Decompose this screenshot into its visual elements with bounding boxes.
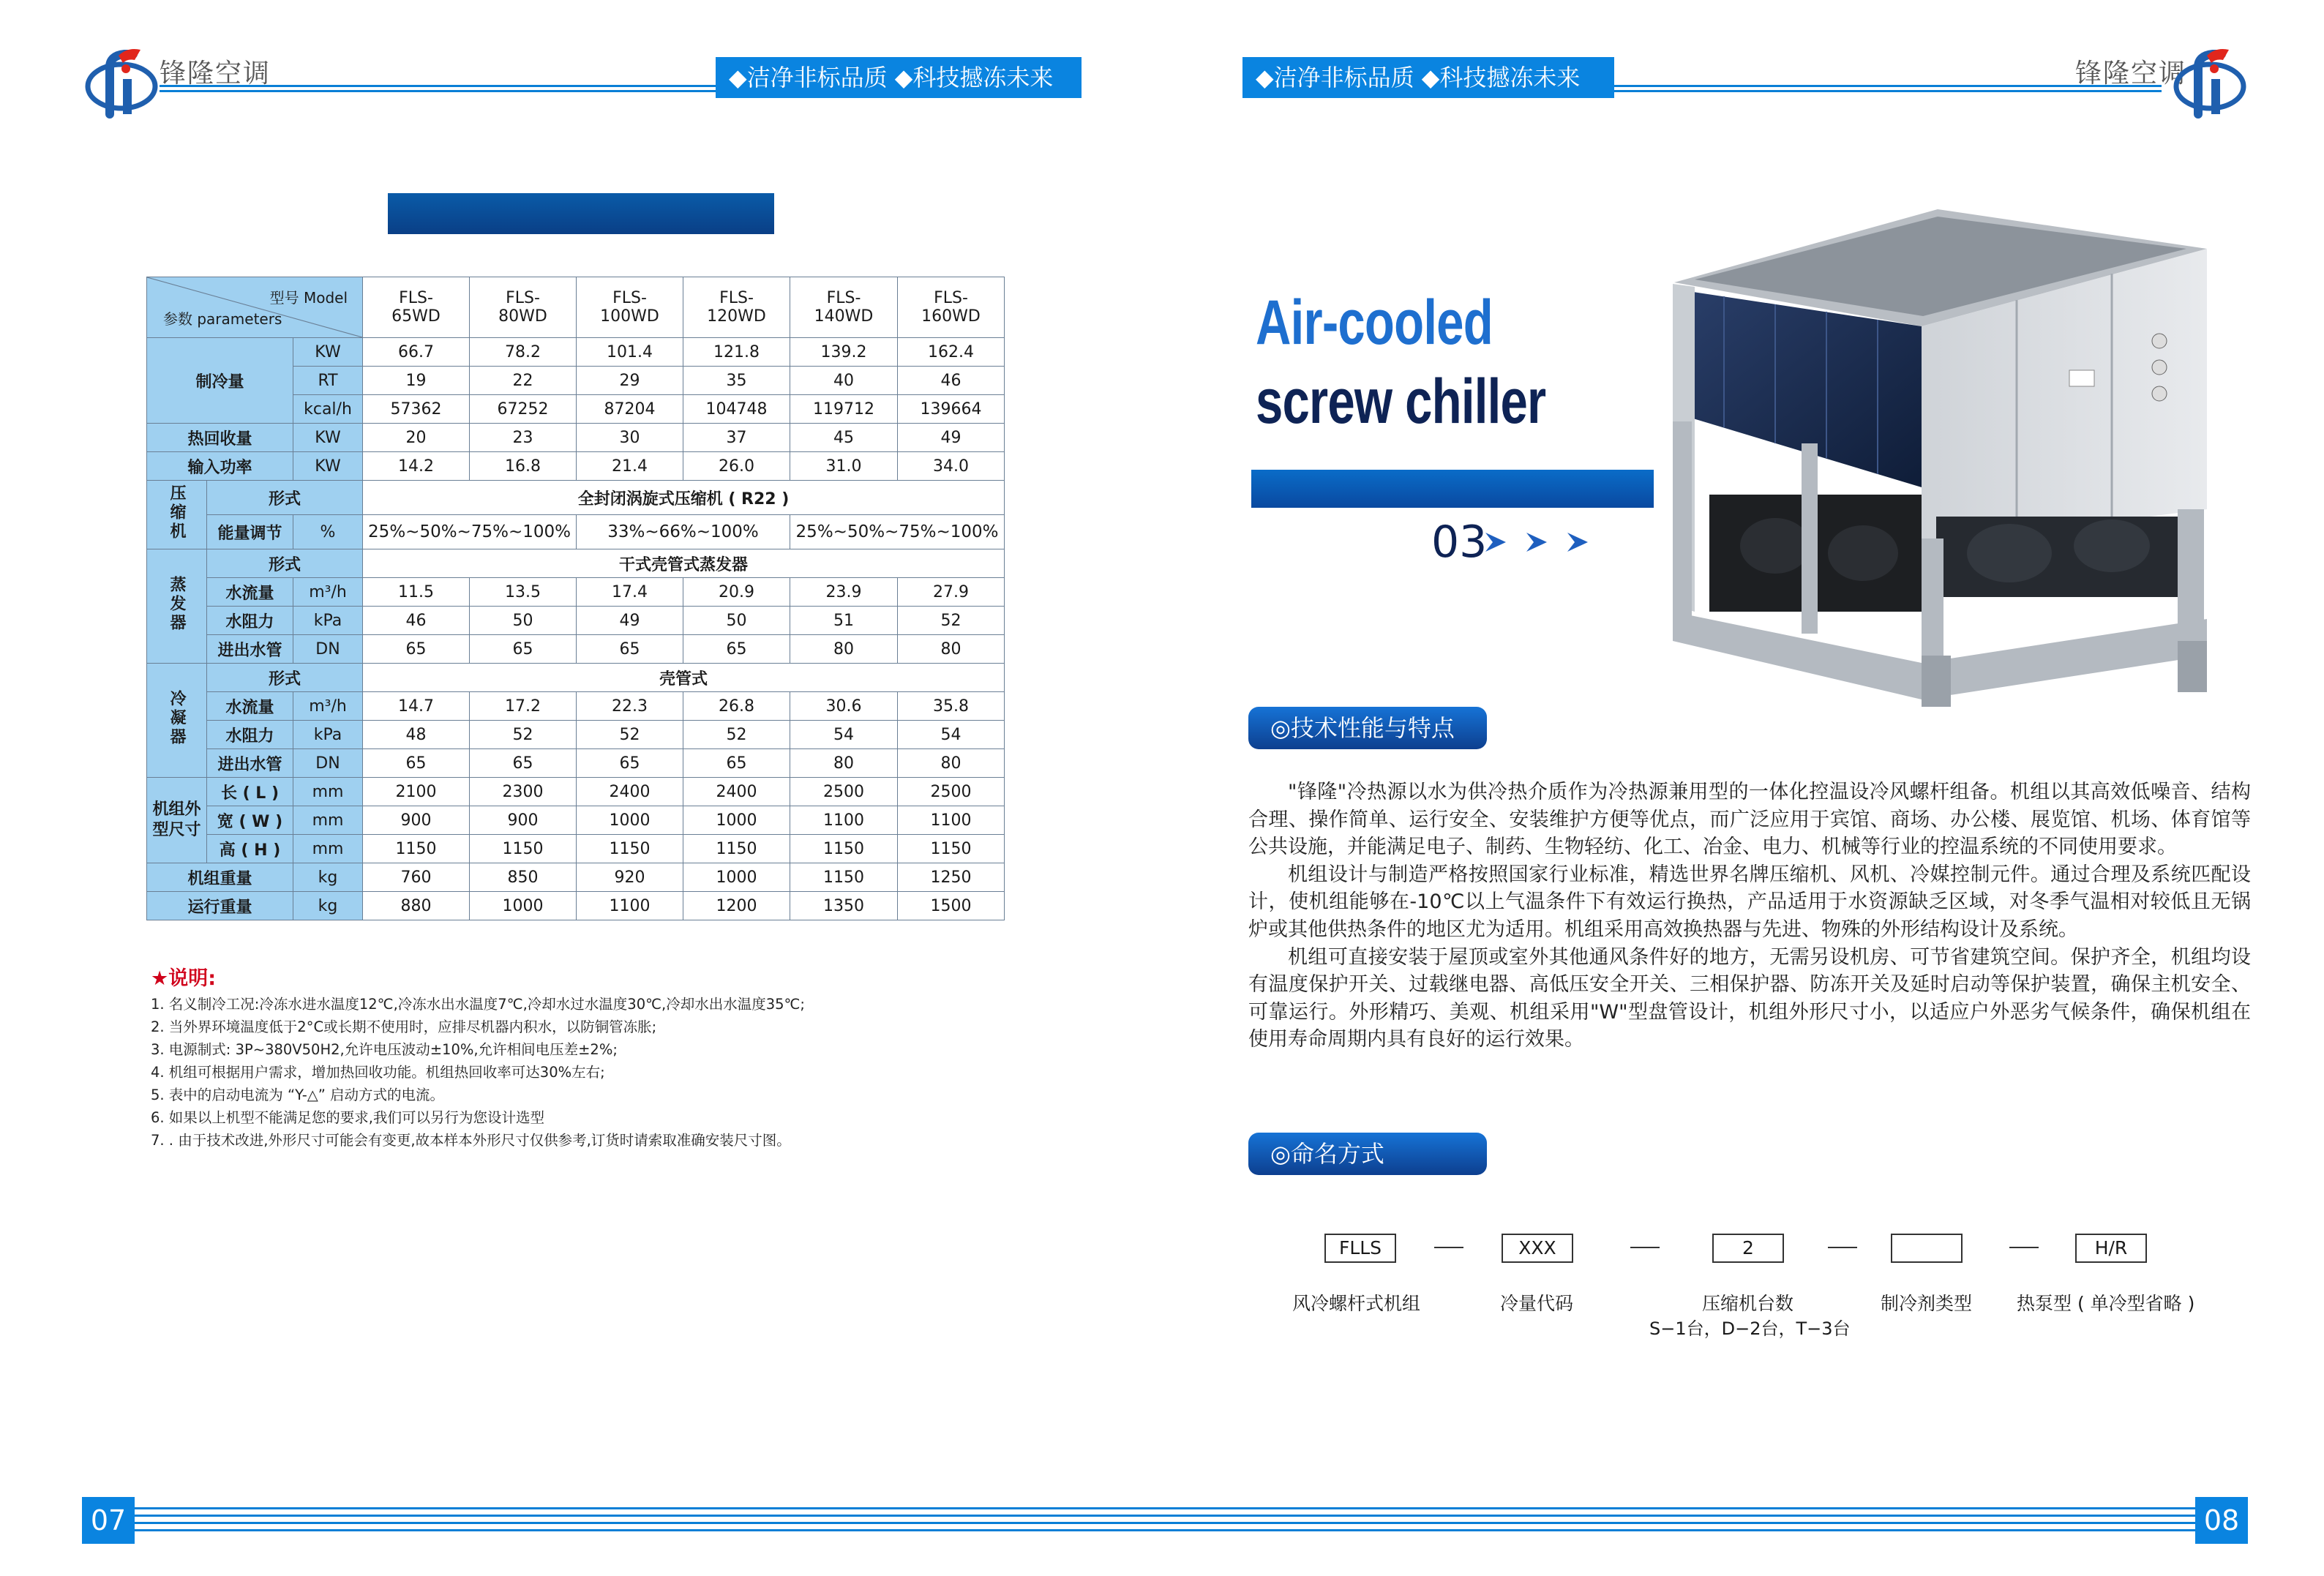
- value-cell: 1000: [470, 892, 577, 920]
- value-cell: 54: [898, 721, 1005, 749]
- unit-weight-label: 机组重量: [147, 863, 293, 892]
- evaporator-form-label: 形式: [207, 549, 363, 578]
- table-row: [147, 607, 1005, 635]
- value-cell: 80: [898, 749, 1005, 778]
- cell-text: 160WD: [921, 307, 981, 326]
- value-cell: 52: [577, 721, 683, 749]
- value-cell: 2400: [577, 778, 683, 806]
- value-cell: 30.6: [790, 692, 898, 721]
- value-cell: 35: [683, 367, 790, 395]
- table-row: [147, 749, 1005, 778]
- cell-text: 冷凝器: [168, 689, 186, 747]
- naming-dash: [2009, 1247, 2039, 1248]
- value-cell: 13.5: [470, 578, 577, 607]
- header-slogan: ◆洁净非标品质 ◆科技撼冻未来: [1242, 57, 1614, 98]
- model-header: [683, 277, 790, 338]
- value-cell: 2300: [470, 778, 577, 806]
- value-cell: 1000: [577, 806, 683, 835]
- value-cell: 2500: [790, 778, 898, 806]
- header-rule: [160, 85, 716, 92]
- value-cell: 2500: [898, 778, 1005, 806]
- note-item: 1. 名义制冷工况:冷冻水进水温度12℃,冷冻水出水温度7℃,冷却水过水温度30℃,冷却水出水温度35℃;: [151, 996, 805, 1013]
- table-row: [147, 578, 1005, 607]
- row-label: 水流量: [207, 578, 293, 607]
- row-label: 水阻力: [207, 607, 293, 635]
- table-row: [147, 515, 1005, 549]
- compressor-form-label: 形式: [207, 481, 363, 515]
- value-cell: 65: [577, 635, 683, 664]
- naming-label: 制冷剂类型: [1881, 1293, 1973, 1314]
- value-cell: 1250: [898, 863, 1005, 892]
- naming-dash: [1630, 1247, 1660, 1248]
- cell-text: FLS-: [399, 289, 433, 307]
- value-cell: 1150: [898, 835, 1005, 863]
- condenser-label: [147, 664, 207, 778]
- value-cell: 29: [577, 367, 683, 395]
- company-logo: [82, 42, 161, 121]
- value-cell: 37: [683, 424, 790, 452]
- value-cell: 850: [470, 863, 577, 892]
- value-cell: 1150: [790, 863, 898, 892]
- row-label: 进出水管: [207, 749, 293, 778]
- note-item: 7. . 由于技术改进,外形尺寸可能会有变更,故本样本外形尺寸仅供参考,订货时请索取准确安装尺寸图。: [151, 1132, 791, 1149]
- company-logo: [2170, 42, 2249, 121]
- footer-rule: [1162, 1515, 2195, 1517]
- table-row: [147, 692, 1005, 721]
- row-label: 宽 ( W ): [207, 806, 293, 835]
- value-cell: 66.7: [363, 338, 470, 367]
- chevron-right-icon: [1525, 531, 1550, 553]
- table-row: [147, 892, 1005, 920]
- value-cell: 1150: [683, 835, 790, 863]
- value-cell: 26.0: [683, 452, 790, 481]
- unit-cell: KW: [293, 338, 363, 367]
- value-cell: 17.2: [470, 692, 577, 721]
- table-row: [147, 664, 1005, 692]
- value-cell: 78.2: [470, 338, 577, 367]
- value-cell: 21.4: [577, 452, 683, 481]
- table-title-bar: [388, 193, 774, 234]
- footer-rule: [82, 1507, 1162, 1509]
- value-cell: 54: [790, 721, 898, 749]
- naming-box: [1891, 1234, 1963, 1263]
- condenser-form-label: 形式: [207, 664, 363, 692]
- value-cell: 51: [790, 607, 898, 635]
- unit-cell: kcal/h: [293, 395, 363, 424]
- naming-section-title: ◎命名方式: [1248, 1133, 1487, 1175]
- naming-label: 风冷螺杆式机组: [1292, 1293, 1421, 1314]
- value-cell: 80: [790, 635, 898, 664]
- unit-cell: DN: [293, 749, 363, 778]
- cell-text: 65WD: [391, 307, 441, 326]
- features-text: [1248, 778, 2251, 1054]
- table-row: [147, 481, 1005, 515]
- paragraph: 机组设计与制造严格按照国家行业标准，精选世界名牌压缩机、风机、冷媒控制元件。通过合理及系统匹配设计，使机组能够在-10℃以上气温条件下有效运行换热，产品适用于水资源缺乏区域，对冬季气温相对较低且无锅炉或其他供热条件的地区尤为适用。机组采用高效换热器与先进、物殊的外形结构设计及系统。: [1248, 863, 2251, 941]
- table-row: [147, 835, 1005, 863]
- naming-label: 热泵型 ( 单冷型省略 ): [2017, 1293, 2195, 1314]
- value-cell: 760: [363, 863, 470, 892]
- value-cell: 1000: [683, 863, 790, 892]
- value-cell: 52: [470, 721, 577, 749]
- footer-rule: [82, 1522, 1162, 1524]
- value-cell: 1000: [683, 806, 790, 835]
- page-number: 08: [2195, 1497, 2248, 1544]
- table-row: [147, 452, 1005, 481]
- value-cell: 31.0: [790, 452, 898, 481]
- naming-dash: [1828, 1247, 1857, 1248]
- input-power-label: 输入功率: [147, 452, 293, 481]
- value-cell: 19: [363, 367, 470, 395]
- unit-cell: RT: [293, 367, 363, 395]
- note-item: 3. 电源制式: 3P~380V50H2,允许电压波动±10%,允许相间电压差±2%;: [151, 1041, 618, 1058]
- model-header: [898, 277, 1005, 338]
- brand-name: 锋隆空调: [2075, 59, 2187, 89]
- value-cell: 900: [363, 806, 470, 835]
- value-cell: 119712: [790, 395, 898, 424]
- value-cell: 1100: [790, 806, 898, 835]
- footer-rule: [1162, 1507, 2195, 1509]
- model-header: [790, 277, 898, 338]
- value-cell: 101.4: [577, 338, 683, 367]
- unit-cell: mm: [293, 835, 363, 863]
- compressor-form-value: 全封闭涡旋式压缩机 ( R22 ): [363, 481, 1005, 515]
- cell-text: FLS-: [719, 289, 754, 307]
- note-item: 6. 如果以上机型不能满足您的要求,我们可以另行为您设计选型: [151, 1109, 545, 1126]
- evaporator-form-value: 干式壳管式蒸发器: [363, 549, 1005, 578]
- value-cell: 20: [363, 424, 470, 452]
- naming-box: H/R: [2075, 1234, 2147, 1263]
- heat-recovery-label: 热回收量: [147, 424, 293, 452]
- page-number: 07: [82, 1497, 135, 1544]
- value-cell: 139664: [898, 395, 1005, 424]
- footer-rule: [1162, 1529, 2195, 1531]
- naming-label: 冷量代码: [1500, 1293, 1574, 1314]
- value-cell: 65: [470, 635, 577, 664]
- model-header: [577, 277, 683, 338]
- table-row: [147, 778, 1005, 806]
- paragraph: 机组可直接安装于屋顶或室外其他通风条件好的地方，无需另设机房、可节省建筑空间。保护齐全，机组均设有温度保护开关、过载继电器、高低压安全开关、三相保护器、防冻开关及延时启动等保护装置，确保主机安全、可靠运行。外形精巧、美观、机组采用"W"型盘管设计，机组外形尺寸小，以适应户外恶劣气候条件，确保机组在使用寿命周期内具有良好的运行效果。: [1248, 945, 2251, 1051]
- value-cell: 1150: [577, 835, 683, 863]
- naming-sub-label: S−1台，D−2台，T−3台: [1649, 1318, 1851, 1339]
- footer-rule: [82, 1529, 1162, 1531]
- value-cell: 1350: [790, 892, 898, 920]
- condenser-form-value: 壳管式: [363, 664, 1005, 692]
- table-header-row: [147, 277, 1005, 338]
- value-cell: 57362: [363, 395, 470, 424]
- value-cell: 65: [577, 749, 683, 778]
- value-cell: 1200: [683, 892, 790, 920]
- cell-text: 120WD: [707, 307, 766, 326]
- hero-title-line2: screw chiller: [1256, 367, 1546, 437]
- model-header: [363, 277, 470, 338]
- operating-weight-label: 运行重量: [147, 892, 293, 920]
- cell-text: FLS-: [826, 289, 861, 307]
- cell-text: FLS-: [506, 289, 540, 307]
- value-cell: 920: [577, 863, 683, 892]
- unit-cell: %: [293, 515, 363, 549]
- value-cell: 2400: [683, 778, 790, 806]
- value-cell: 27.9: [898, 578, 1005, 607]
- value-cell: 162.4: [898, 338, 1005, 367]
- capacity-value: 25%~50%~75%~100%: [363, 515, 577, 549]
- value-cell: 1500: [898, 892, 1005, 920]
- row-label: 水阻力: [207, 721, 293, 749]
- footer-rule: [82, 1515, 1162, 1517]
- value-cell: 14.2: [363, 452, 470, 481]
- table-row: [147, 635, 1005, 664]
- value-cell: 46: [898, 367, 1005, 395]
- cell-text: 蒸发器: [168, 575, 186, 633]
- unit-cell: kg: [293, 892, 363, 920]
- value-cell: 46: [363, 607, 470, 635]
- value-cell: 35.8: [898, 692, 1005, 721]
- value-cell: 1150: [363, 835, 470, 863]
- value-cell: 87204: [577, 395, 683, 424]
- evaporator-label: [147, 549, 207, 664]
- table-row: [147, 721, 1005, 749]
- header-slogan: ◆洁净非标品质 ◆科技撼冻未来: [716, 57, 1082, 98]
- value-cell: 22.3: [577, 692, 683, 721]
- value-cell: 104748: [683, 395, 790, 424]
- value-cell: 1150: [790, 835, 898, 863]
- notes-title: ★说明:: [151, 967, 217, 990]
- corner-param-label: 参数 parameters: [163, 310, 282, 328]
- unit-cell: m³/h: [293, 578, 363, 607]
- row-label: 长 ( L ): [207, 778, 293, 806]
- cooling-label: 制冷量: [147, 338, 293, 424]
- unit-cell: KW: [293, 424, 363, 452]
- value-cell: 22: [470, 367, 577, 395]
- naming-box: FLLS: [1324, 1234, 1396, 1263]
- value-cell: 23.9: [790, 578, 898, 607]
- row-label: 高 ( H ): [207, 835, 293, 863]
- table-row: [147, 424, 1005, 452]
- value-cell: 30: [577, 424, 683, 452]
- cell-text: FLS-: [612, 289, 647, 307]
- value-cell: 65: [363, 635, 470, 664]
- corner-model-label: 型号 Model: [269, 289, 348, 307]
- features-section-title: ◎技术性能与特点: [1248, 707, 1487, 749]
- value-cell: 11.5: [363, 578, 470, 607]
- value-cell: 1150: [470, 835, 577, 863]
- value-cell: 65: [683, 635, 790, 664]
- value-cell: 26.8: [683, 692, 790, 721]
- value-cell: 52: [683, 721, 790, 749]
- table-row: [147, 863, 1005, 892]
- cell-text: 压缩机: [168, 484, 186, 541]
- model-header: [470, 277, 577, 338]
- value-cell: 65: [470, 749, 577, 778]
- value-cell: 49: [898, 424, 1005, 452]
- chevron-right-icon: [1484, 531, 1509, 553]
- capacity-value: 25%~50%~75%~100%: [790, 515, 1005, 549]
- naming-label: 压缩机台数: [1702, 1293, 1794, 1314]
- chevron-right-icon: [1566, 531, 1591, 553]
- table-row: [147, 549, 1005, 578]
- value-cell: 49: [577, 607, 683, 635]
- row-label: 进出水管: [207, 635, 293, 664]
- capacity-label: 能量调节: [207, 515, 293, 549]
- unit-cell: m³/h: [293, 692, 363, 721]
- unit-cell: DN: [293, 635, 363, 664]
- value-cell: 16.8: [470, 452, 577, 481]
- note-item: 2. 当外界环境温度低于2°C或长期不使用时，应排尽机器内积水，以防铜管冻胀;: [151, 1018, 657, 1035]
- value-cell: 34.0: [898, 452, 1005, 481]
- section-number: 03: [1431, 517, 1488, 568]
- brand-name: 锋隆空调: [160, 59, 271, 89]
- table-row: [147, 806, 1005, 835]
- value-cell: 52: [898, 607, 1005, 635]
- value-cell: 65: [683, 749, 790, 778]
- hero-bar: [1251, 470, 1654, 508]
- value-cell: 50: [470, 607, 577, 635]
- chiller-machine-image: [1665, 202, 2244, 707]
- value-cell: 80: [898, 635, 1005, 664]
- value-cell: 14.7: [363, 692, 470, 721]
- naming-dash: [1434, 1247, 1463, 1248]
- dimensions-label: 机组外型尺寸: [147, 778, 207, 863]
- table-row: [147, 338, 1005, 367]
- value-cell: 23: [470, 424, 577, 452]
- cell-text: 80WD: [498, 307, 547, 326]
- unit-cell: KW: [293, 452, 363, 481]
- unit-cell: kPa: [293, 607, 363, 635]
- spec-table: [146, 277, 1005, 920]
- value-cell: 67252: [470, 395, 577, 424]
- value-cell: 1100: [898, 806, 1005, 835]
- naming-box: 2: [1712, 1234, 1784, 1263]
- value-cell: 121.8: [683, 338, 790, 367]
- note-item: 4. 机组可根据用户需求，增加热回收功能。机组热回收率可达30%左右;: [151, 1064, 605, 1081]
- hero-title-line1: Air-cooled: [1256, 288, 1493, 358]
- value-cell: 900: [470, 806, 577, 835]
- unit-cell: mm: [293, 778, 363, 806]
- value-cell: 880: [363, 892, 470, 920]
- value-cell: 80: [790, 749, 898, 778]
- value-cell: 48: [363, 721, 470, 749]
- unit-cell: mm: [293, 806, 363, 835]
- value-cell: 17.4: [577, 578, 683, 607]
- value-cell: 139.2: [790, 338, 898, 367]
- value-cell: 50: [683, 607, 790, 635]
- value-cell: 40: [790, 367, 898, 395]
- row-label: 水流量: [207, 692, 293, 721]
- cell-text: 140WD: [814, 307, 874, 326]
- naming-box: XXX: [1502, 1234, 1573, 1263]
- footer-rule: [1162, 1522, 2195, 1524]
- paragraph: "锋隆"冷热源以水为供冷热介质作为冷热源兼用型的一体化控温设冷风螺杆组备。机组以其高效低噪音、结构合理、操作简单、运行安全、安装维护方便等优点，而广泛应用于宾馆、商场、办公楼、展览馆、机场、体育馆等公共设施，并能满足电子、制药、生物轻纺、化工、冶金、电力、机械等行业的控温系统的不同使用要求。: [1248, 781, 2251, 859]
- note-item: 5. 表中的启动电流为 “Y-△” 启动方式的电流。: [151, 1087, 445, 1103]
- cell-text: 100WD: [600, 307, 659, 326]
- notes-section: [151, 967, 805, 1152]
- unit-cell: kg: [293, 863, 363, 892]
- value-cell: 45: [790, 424, 898, 452]
- compressor-label: [147, 481, 207, 549]
- value-cell: 1100: [577, 892, 683, 920]
- table-corner-cell: [147, 277, 363, 338]
- cell-text: FLS-: [934, 289, 968, 307]
- capacity-value: 33%~66%~100%: [577, 515, 790, 549]
- value-cell: 2100: [363, 778, 470, 806]
- unit-cell: kPa: [293, 721, 363, 749]
- value-cell: 65: [363, 749, 470, 778]
- value-cell: 20.9: [683, 578, 790, 607]
